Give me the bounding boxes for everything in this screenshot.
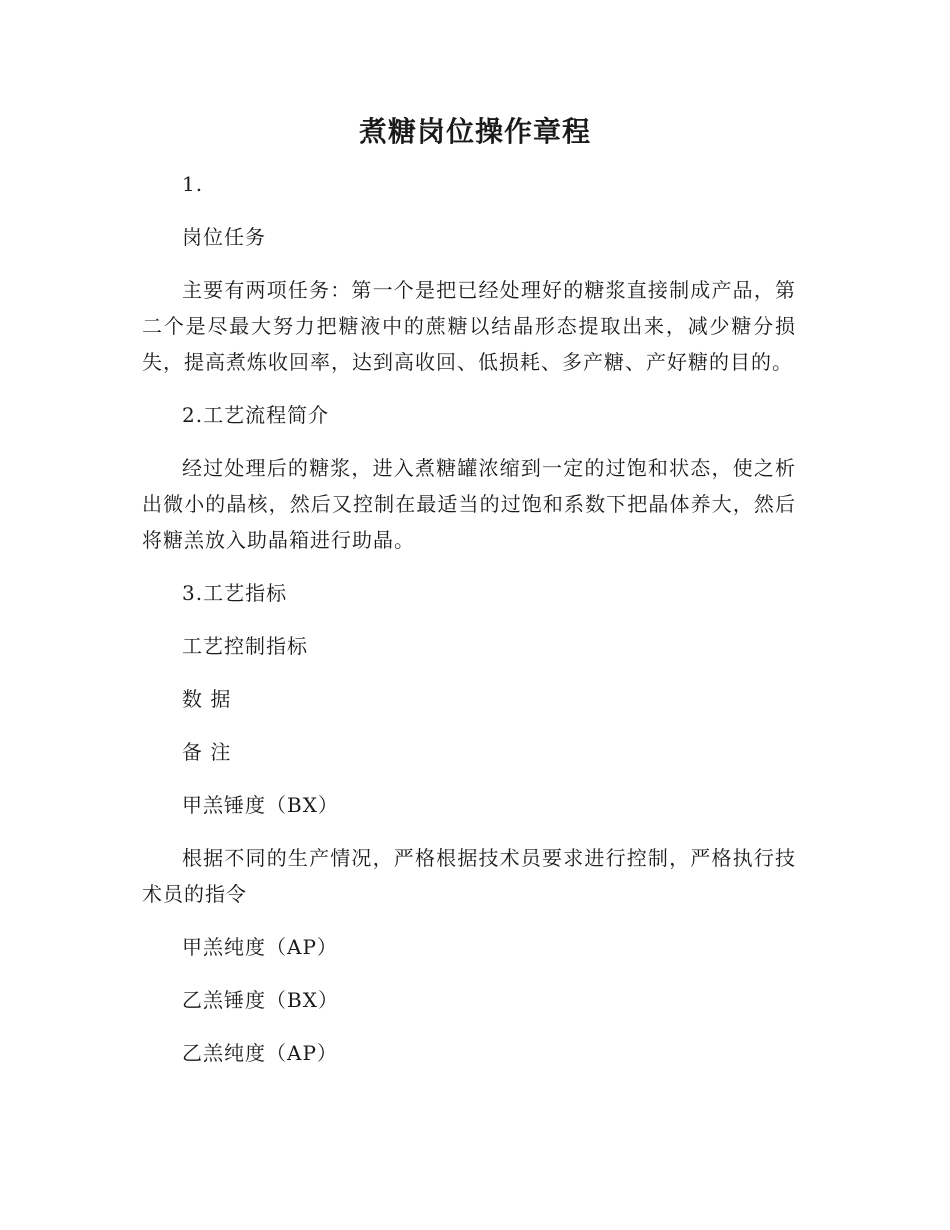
paragraph-b-massecuite-purity: 乙羔纯度（AP） bbox=[182, 1041, 338, 1065]
paragraph-control-note: 根据不同的生产情况，严格根据技术员要求进行控制，严格执行技术员的指令 bbox=[142, 846, 796, 906]
paragraph-data-label: 数 据 bbox=[182, 687, 232, 711]
paragraph-control-indicators: 工艺控制指标 bbox=[182, 634, 308, 658]
paragraph-process-description: 经过处理后的糖浆，进入煮糖罐浓缩到一定的过饱和状态，使之析出微小的晶核，然后又控制在最适当的过饱和系数下把晶体养大，然后将糖羔放入助晶箱进行助晶。 bbox=[142, 456, 796, 552]
paragraph-section-number-1: 1. bbox=[182, 172, 204, 196]
document-body bbox=[142, 166, 796, 1088]
paragraph-a-massecuite-brix: 甲羔锤度（BX） bbox=[182, 793, 339, 817]
paragraph-b-massecuite-brix: 乙羔锤度（BX） bbox=[182, 988, 339, 1012]
paragraph-remarks-label: 备 注 bbox=[182, 740, 232, 764]
paragraph-indicators-heading: 3.工艺指标 bbox=[182, 581, 288, 605]
document-title: 煮糖岗位操作章程 bbox=[358, 115, 591, 148]
paragraph-process-heading: 2.工艺流程简介 bbox=[182, 403, 330, 427]
paragraph-job-task-heading: 岗位任务 bbox=[182, 225, 266, 249]
paragraph-a-massecuite-purity: 甲羔纯度（AP） bbox=[182, 935, 338, 959]
paragraph-job-task-description: 主要有两项任务：第一个是把已经处理好的糖浆直接制成产品，第二个是尽最大努力把糖液中的蔗糖以结晶形态提取出来，减少糖分损失，提高煮炼收回率，达到高收回、低损耗、多产糖、产好糖的目的。 bbox=[142, 278, 796, 374]
